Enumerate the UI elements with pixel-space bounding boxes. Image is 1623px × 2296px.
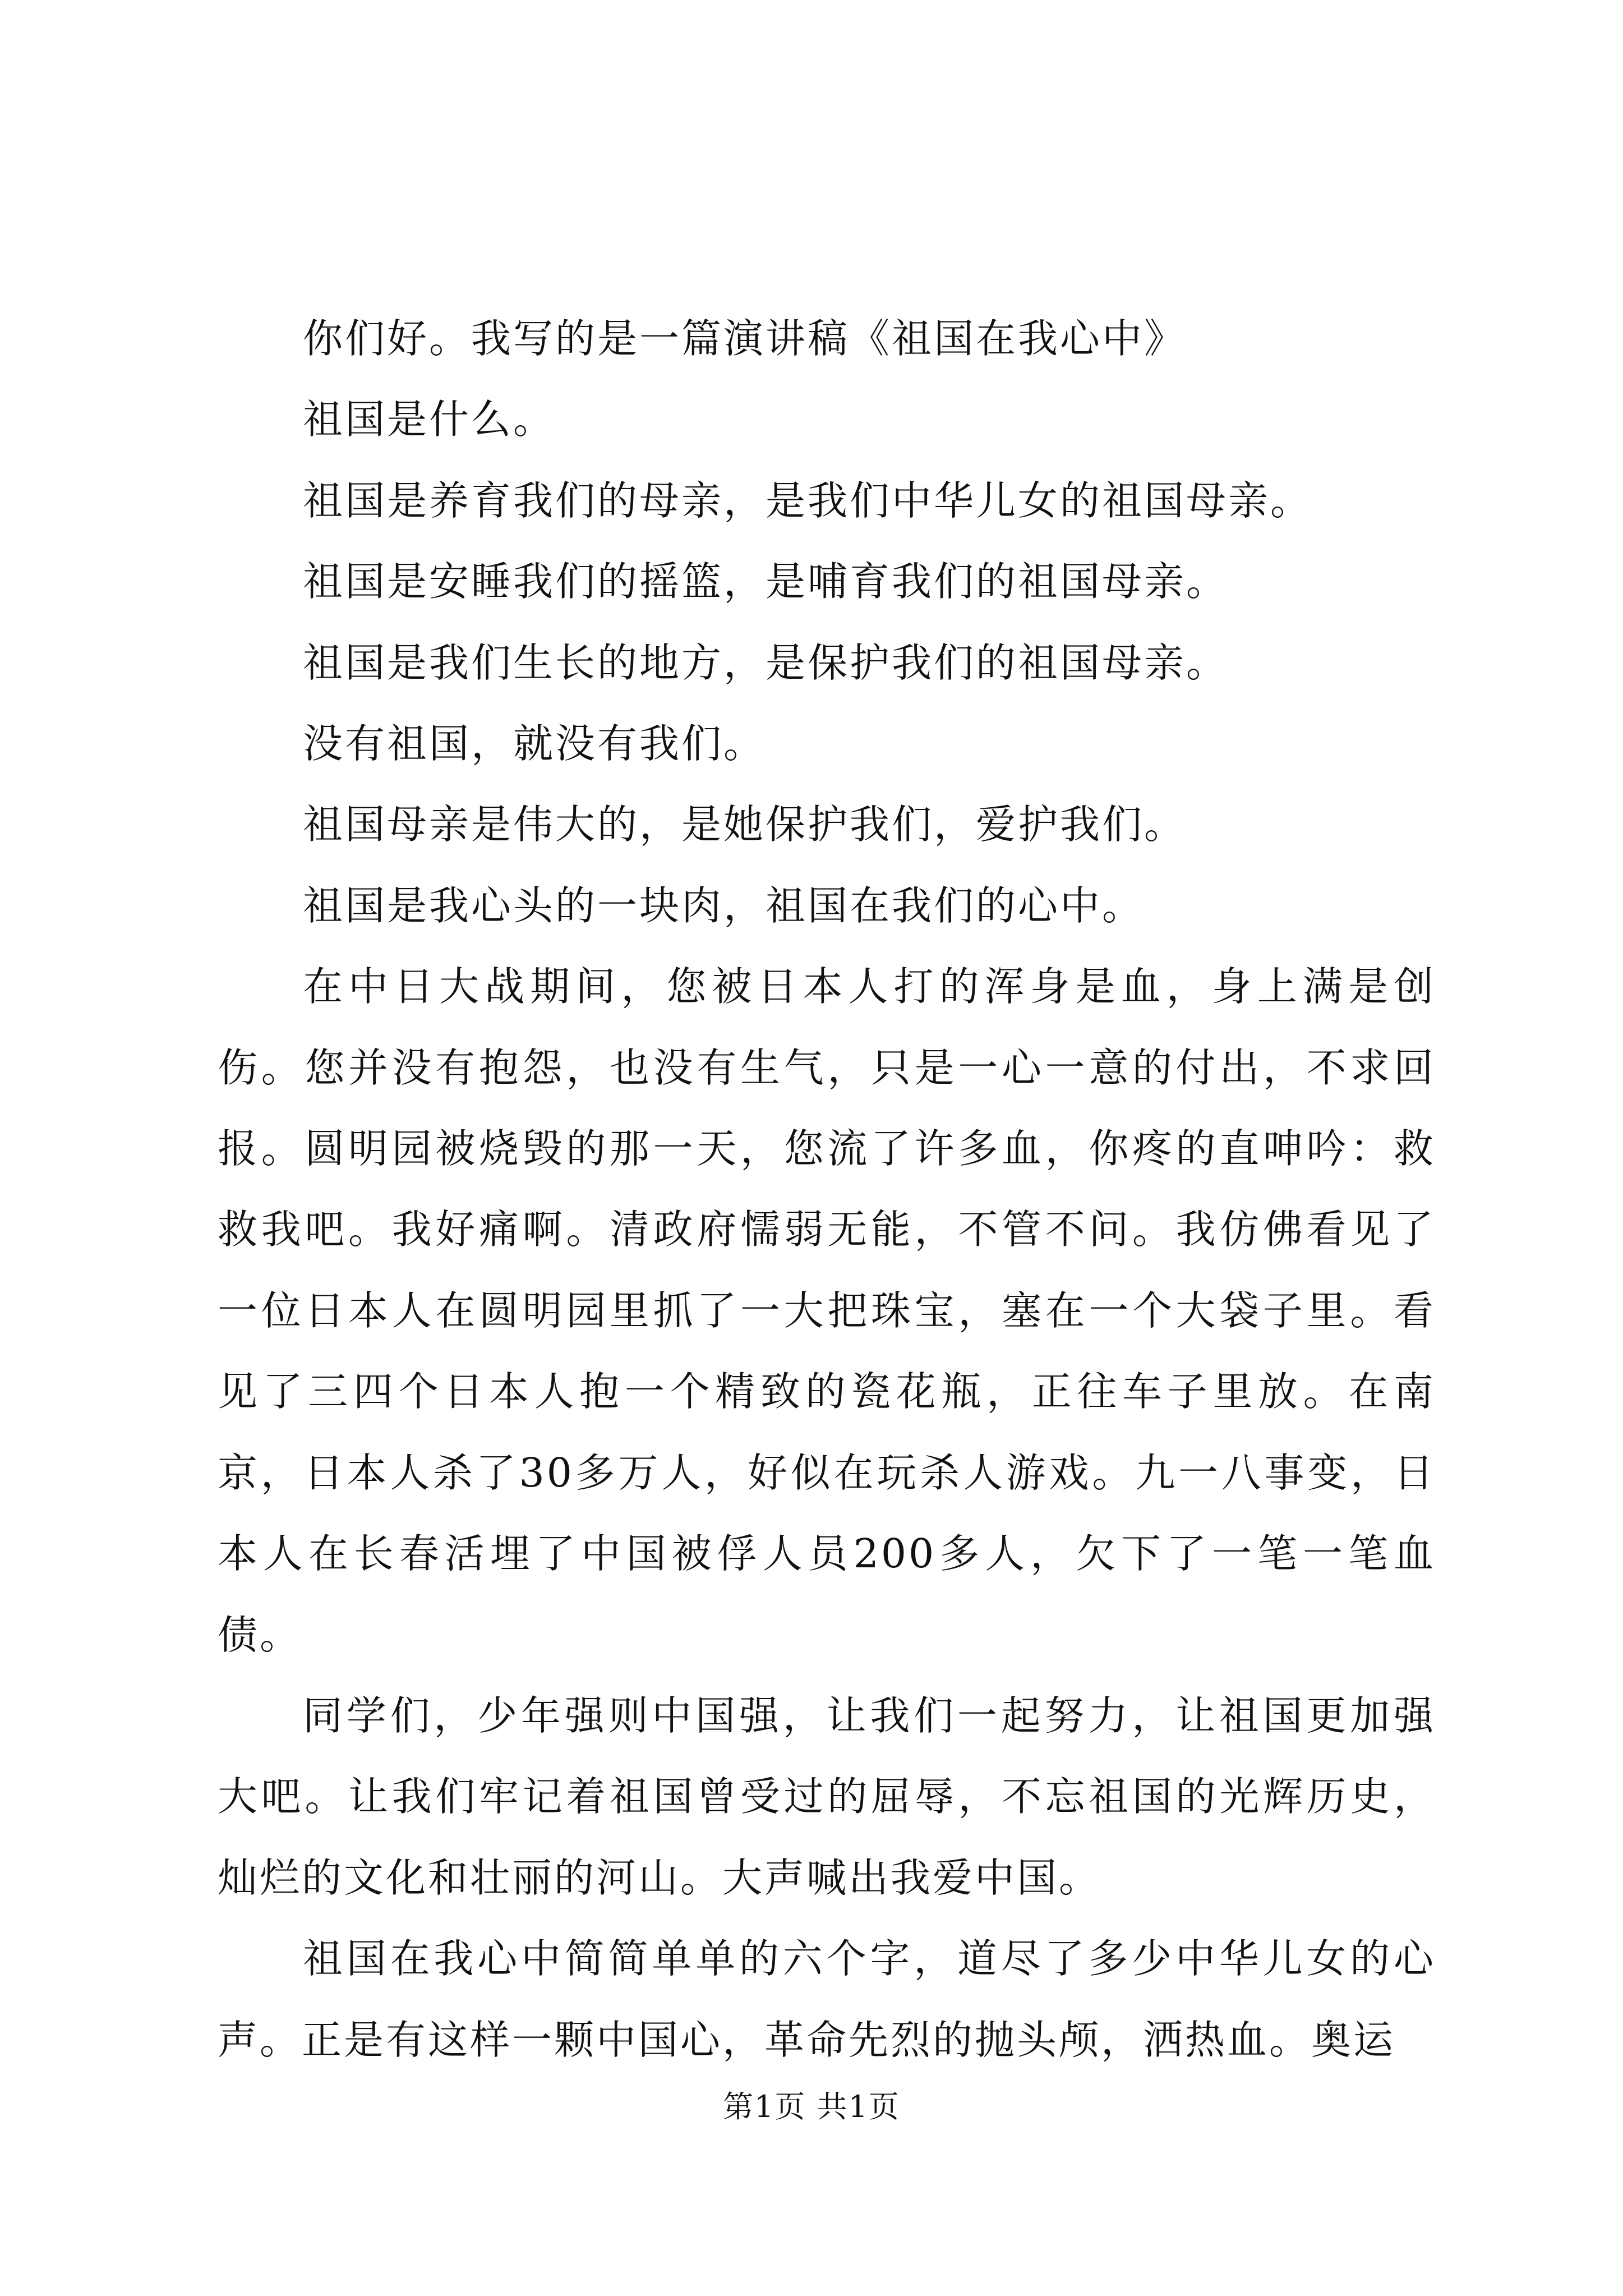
paragraph-greeting: 你们好。我写的是一篇演讲稿《祖国在我心中》 (303, 315, 1187, 362)
paragraph-history: 在中日大战期间，您被日本人打的浑身是血，身上满是创伤。您并没有抱怨，也没有生气，只是一心一意的付出，不求回报。圆明园被烧毁的那一天，您流了许多血，你疼的直呻吟：救救我吧。我好痛啊。清政府懦弱无能，不管不问。我仿佛看见了一位日本人在圆明园里抓了一大把珠宝，塞在一个大袋子里。看见了三四个日本人抱一个精致的瓷花瓶，正往车子里放。在南京，日本人杀了30多万人，好似在玩杀人游戏。九一八事变，日本人在长春活埋了中国被俘人员200多人，欠下了一笔一笔血债。 (218, 963, 1436, 1658)
paragraph-in-heart: 祖国是我心头的一块肉，祖国在我们的心中。 (303, 882, 1145, 929)
paragraph-mother: 祖国是养育我们的母亲，是我们中华儿女的祖国母亲。 (303, 477, 1313, 524)
page-footer: 第1页 共1页 (723, 2089, 900, 2124)
paragraph-without-motherland: 没有祖国，就没有我们。 (303, 720, 766, 767)
paragraph-question: 祖国是什么。 (303, 396, 556, 443)
paragraph-cradle: 祖国是安睡我们的摇篮，是哺育我们的祖国母亲。 (303, 558, 1229, 605)
paragraph-conclusion: 祖国在我心中简简单单的六个字，道尽了多少中华儿女的心声。正是有这样一颗中国心，革命先烈的抛头颅，洒热血。奥运 (218, 1935, 1436, 2063)
paragraph-classmates: 同学们，少年强则中国强，让我们一起努力，让祖国更加强大吧。让我们牢记着祖国曾受过的屈辱，不忘祖国的光辉历史，灿烂的文化和壮丽的河山。大声喊出我爱中国。 (218, 1692, 1436, 1901)
paragraph-great-mother: 祖国母亲是伟大的，是她保护我们，爱护我们。 (303, 801, 1187, 848)
paragraph-growing-place: 祖国是我们生长的地方，是保护我们的祖国母亲。 (303, 639, 1229, 686)
document-body (218, 298, 1436, 2081)
